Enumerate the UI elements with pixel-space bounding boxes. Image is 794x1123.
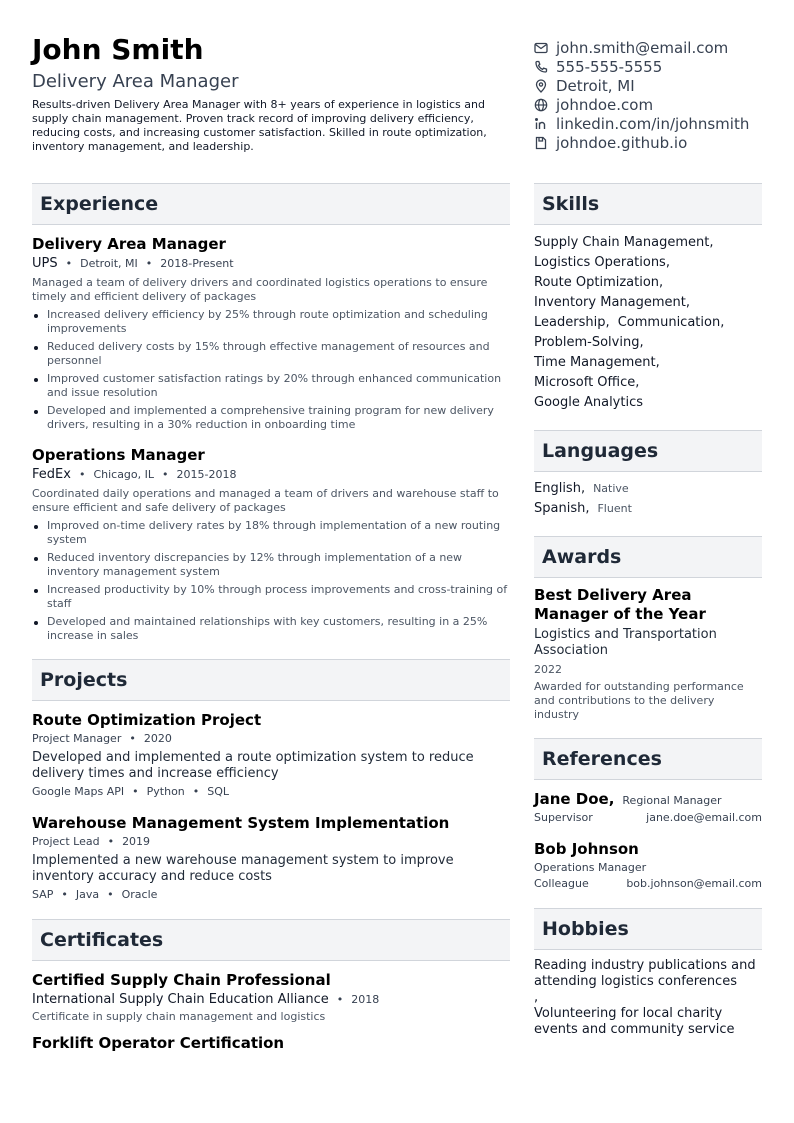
summary: Results-driven Delivery Area Manager with 8+ years of experience in logistics and supply chain management. Proven track record of improving delivery efficiency, reducing costs, and increasing customer satisfaction. Skilled in route optimization, inventory management, and leadership.: [32, 98, 487, 153]
project-year: 2020: [143, 732, 172, 745]
reference-details: [534, 877, 762, 890]
experience-heading-text: Experience: [40, 193, 159, 215]
experience-heading: [32, 183, 510, 225]
project-title: Warehouse Management System Implementation: [32, 814, 450, 832]
skill-item: Logistics Operations,: [534, 255, 670, 270]
header: [32, 32, 502, 154]
reference-header: [534, 790, 762, 808]
main-column: [32, 183, 510, 1053]
hobby-item: Reading industry publications and attending logistics conferences: [534, 958, 756, 989]
contact-location-text: Detroit, MI: [556, 76, 635, 95]
job-meta: [32, 467, 510, 485]
job-dates: 2015-2018: [176, 468, 237, 481]
hobbies-heading: [534, 908, 762, 950]
contact-phone-text: 555-555-5555: [556, 57, 663, 76]
candidate-title: Delivery Area Manager: [32, 71, 239, 92]
mail-icon: [534, 41, 548, 55]
job-location: Detroit, MI: [80, 257, 138, 270]
achievement-item: Reduced delivery costs by 15% through effective management of resources and personnel: [32, 340, 510, 368]
reference-entry: [534, 840, 762, 890]
job-company: UPS: [32, 256, 58, 271]
job-entry: [32, 446, 510, 643]
languages-list: [534, 479, 762, 519]
job-description: Coordinated daily operations and managed a team of drivers and warehouse staff to ensure efficient and safe delivery of packages: [32, 487, 499, 514]
job-title: Delivery Area Manager: [32, 235, 226, 253]
job-description: Managed a team of delivery drivers and coordinated logistics operations to ensure timely and efficient delivery of packages: [32, 276, 488, 303]
reference-name: Bob Johnson: [534, 840, 639, 858]
skill-item: Time Management,: [534, 355, 660, 370]
contact-list: [534, 38, 784, 152]
projects-heading: [32, 659, 510, 701]
skill-item: Leadership,: [534, 315, 610, 330]
certificate-description: Certificate in supply chain management and logistics: [32, 1010, 326, 1023]
phone-icon: [534, 60, 548, 74]
reference-position: Regional Manager: [622, 794, 722, 807]
contact-linkedin-text: linkedin.com/in/johnsmith: [556, 114, 750, 133]
language-level: Fluent: [597, 502, 632, 515]
certificate-entry: [32, 971, 510, 1024]
reference-relation: Colleague: [534, 877, 589, 890]
awards-heading-text: Awards: [542, 546, 622, 568]
reference-name: Jane Doe,: [534, 790, 615, 808]
github-icon: [534, 136, 548, 150]
certificates-heading: [32, 919, 510, 961]
skill-item: Supply Chain Management,: [534, 235, 714, 250]
project-description: Developed and implemented a route optimization system to reduce delivery times and increase efficiency: [32, 750, 474, 781]
skill-item: Problem-Solving,: [534, 335, 644, 350]
languages-heading: [534, 430, 762, 472]
languages-heading-text: Languages: [542, 440, 659, 462]
globe-icon: [534, 98, 548, 112]
language-name: Spanish,: [534, 501, 590, 516]
project-year: 2019: [122, 835, 151, 848]
tech-item: SAP: [32, 888, 54, 901]
certificate-issuer: International Supply Chain Education Alliance: [32, 992, 329, 1007]
project-title: Route Optimization Project: [32, 711, 262, 729]
hobbies-heading-text: Hobbies: [542, 918, 629, 940]
references-heading-text: References: [542, 748, 662, 770]
award-description: Awarded for outstanding performance and contributions to the delivery industry: [534, 680, 744, 721]
reference-position: Operations Manager: [534, 861, 647, 874]
award-entry: [534, 586, 762, 722]
skill-item: Inventory Management,: [534, 295, 690, 310]
separator-dot: •: [129, 732, 136, 745]
achievement-item: Increased delivery efficiency by 25% through route optimization and scheduling improvements: [32, 308, 510, 336]
location-pin-icon: [534, 79, 548, 93]
achievement-item: Increased productivity by 10% through process improvements and cross-training of staff: [32, 583, 510, 611]
certificate-title: Forklift Operator Certification: [32, 1034, 285, 1052]
job-company: FedEx: [32, 467, 71, 482]
reference-email[interactable]: bob.johnson@email.com: [626, 877, 762, 890]
separator-dot: •: [145, 257, 153, 270]
project-meta: [32, 835, 510, 851]
job-entry: [32, 235, 510, 432]
contact-website[interactable]: [534, 95, 784, 114]
skills-heading-text: Skills: [542, 193, 600, 215]
language-name: English,: [534, 481, 586, 496]
job-title: Operations Manager: [32, 446, 205, 464]
candidate-name: John Smith: [32, 33, 204, 66]
certificate-meta: [32, 992, 510, 1007]
tech-item: Google Maps API: [32, 785, 125, 798]
separator-dot: •: [132, 785, 139, 798]
separator-dot: •: [65, 257, 73, 270]
reference-details: [534, 811, 762, 824]
project-description: Implemented a new warehouse management system to improve inventory accuracy and reduce costs: [32, 853, 454, 884]
job-dates: 2018-Present: [160, 257, 234, 270]
award-year: 2022: [534, 663, 562, 676]
reference-email[interactable]: jane.doe@email.com: [646, 811, 762, 824]
project-role: Project Manager: [32, 732, 122, 745]
skill-item: Microsoft Office,: [534, 375, 640, 390]
award-organization: Logistics and Transportation Association: [534, 627, 717, 658]
job-achievements: [32, 519, 510, 643]
separator-dot: •: [192, 785, 200, 798]
achievement-item: Improved customer satisfaction ratings by 20% through enhanced communication and issue resolution: [32, 372, 510, 400]
language-level: Native: [593, 482, 629, 495]
project-tech: [32, 888, 510, 901]
reference-header: [534, 840, 762, 858]
separator-dot: •: [162, 468, 169, 481]
project-meta: [32, 732, 510, 748]
project-role: Project Lead: [32, 835, 100, 848]
project-entry: [32, 814, 510, 901]
achievement-item: Developed and implemented a comprehensive training program for new delivery drivers, resulting in a 30% reduction in onboarding time: [32, 404, 510, 432]
contact-github-text: johndoe.github.io: [556, 133, 688, 152]
language-item: [534, 479, 762, 499]
tech-item: Oracle: [121, 888, 158, 901]
contact-github[interactable]: [534, 133, 784, 152]
contact-phone[interactable]: [534, 57, 784, 76]
hobby-item: Volunteering for local charity events and community service: [534, 1006, 735, 1037]
side-column: [534, 183, 762, 1038]
separator-dot: •: [107, 835, 115, 848]
contact-website-text: johndoe.com: [556, 95, 654, 114]
contact-linkedin[interactable]: [534, 114, 784, 133]
projects-heading-text: Projects: [40, 669, 128, 691]
skill-item: Route Optimization,: [534, 275, 664, 290]
skills-heading: [534, 183, 762, 225]
certificate-title: Certified Supply Chain Professional: [32, 971, 331, 989]
job-achievements: [32, 308, 510, 432]
separator-dot: •: [107, 888, 114, 901]
separator-dot: •: [61, 888, 68, 901]
certificate-entry: [32, 1034, 510, 1053]
achievement-item: Improved on-time delivery rates by 18% through implementation of a new routing system: [32, 519, 510, 547]
reference-relation: Supervisor: [534, 811, 593, 824]
separator-dot: •: [336, 993, 344, 1006]
tech-item: SQL: [207, 785, 230, 798]
contact-email[interactable]: [534, 38, 784, 57]
tech-item: Java: [75, 888, 100, 901]
achievement-item: Reduced inventory discrepancies by 12% through implementation of a new inventory management system: [32, 551, 510, 579]
project-entry: [32, 711, 510, 798]
contact-email-text: john.smith@email.com: [556, 38, 729, 57]
job-meta: [32, 256, 510, 274]
hobbies-list: [534, 958, 762, 1038]
skill-item: Communication,: [617, 315, 725, 330]
awards-heading: [534, 536, 762, 578]
references-heading: [534, 738, 762, 780]
skills-list: [534, 233, 762, 413]
separator-dot: •: [78, 468, 86, 481]
award-title: Best Delivery Area Manager of the Year: [534, 586, 706, 623]
certificate-year: 2018: [351, 993, 380, 1006]
linkedin-icon: [534, 117, 548, 131]
contact-location: [534, 76, 784, 95]
certificates-heading-text: Certificates: [40, 929, 164, 951]
tech-item: Python: [146, 785, 185, 798]
achievement-item: Developed and maintained relationships with key customers, resulting in a 25% increase in sales: [32, 615, 510, 643]
hobby-separator: ,: [534, 990, 539, 1005]
job-location: Chicago, IL: [93, 468, 155, 481]
language-item: [534, 499, 762, 519]
project-tech: [32, 785, 510, 798]
reference-entry: [534, 790, 762, 824]
skill-item: Google Analytics: [534, 395, 644, 410]
